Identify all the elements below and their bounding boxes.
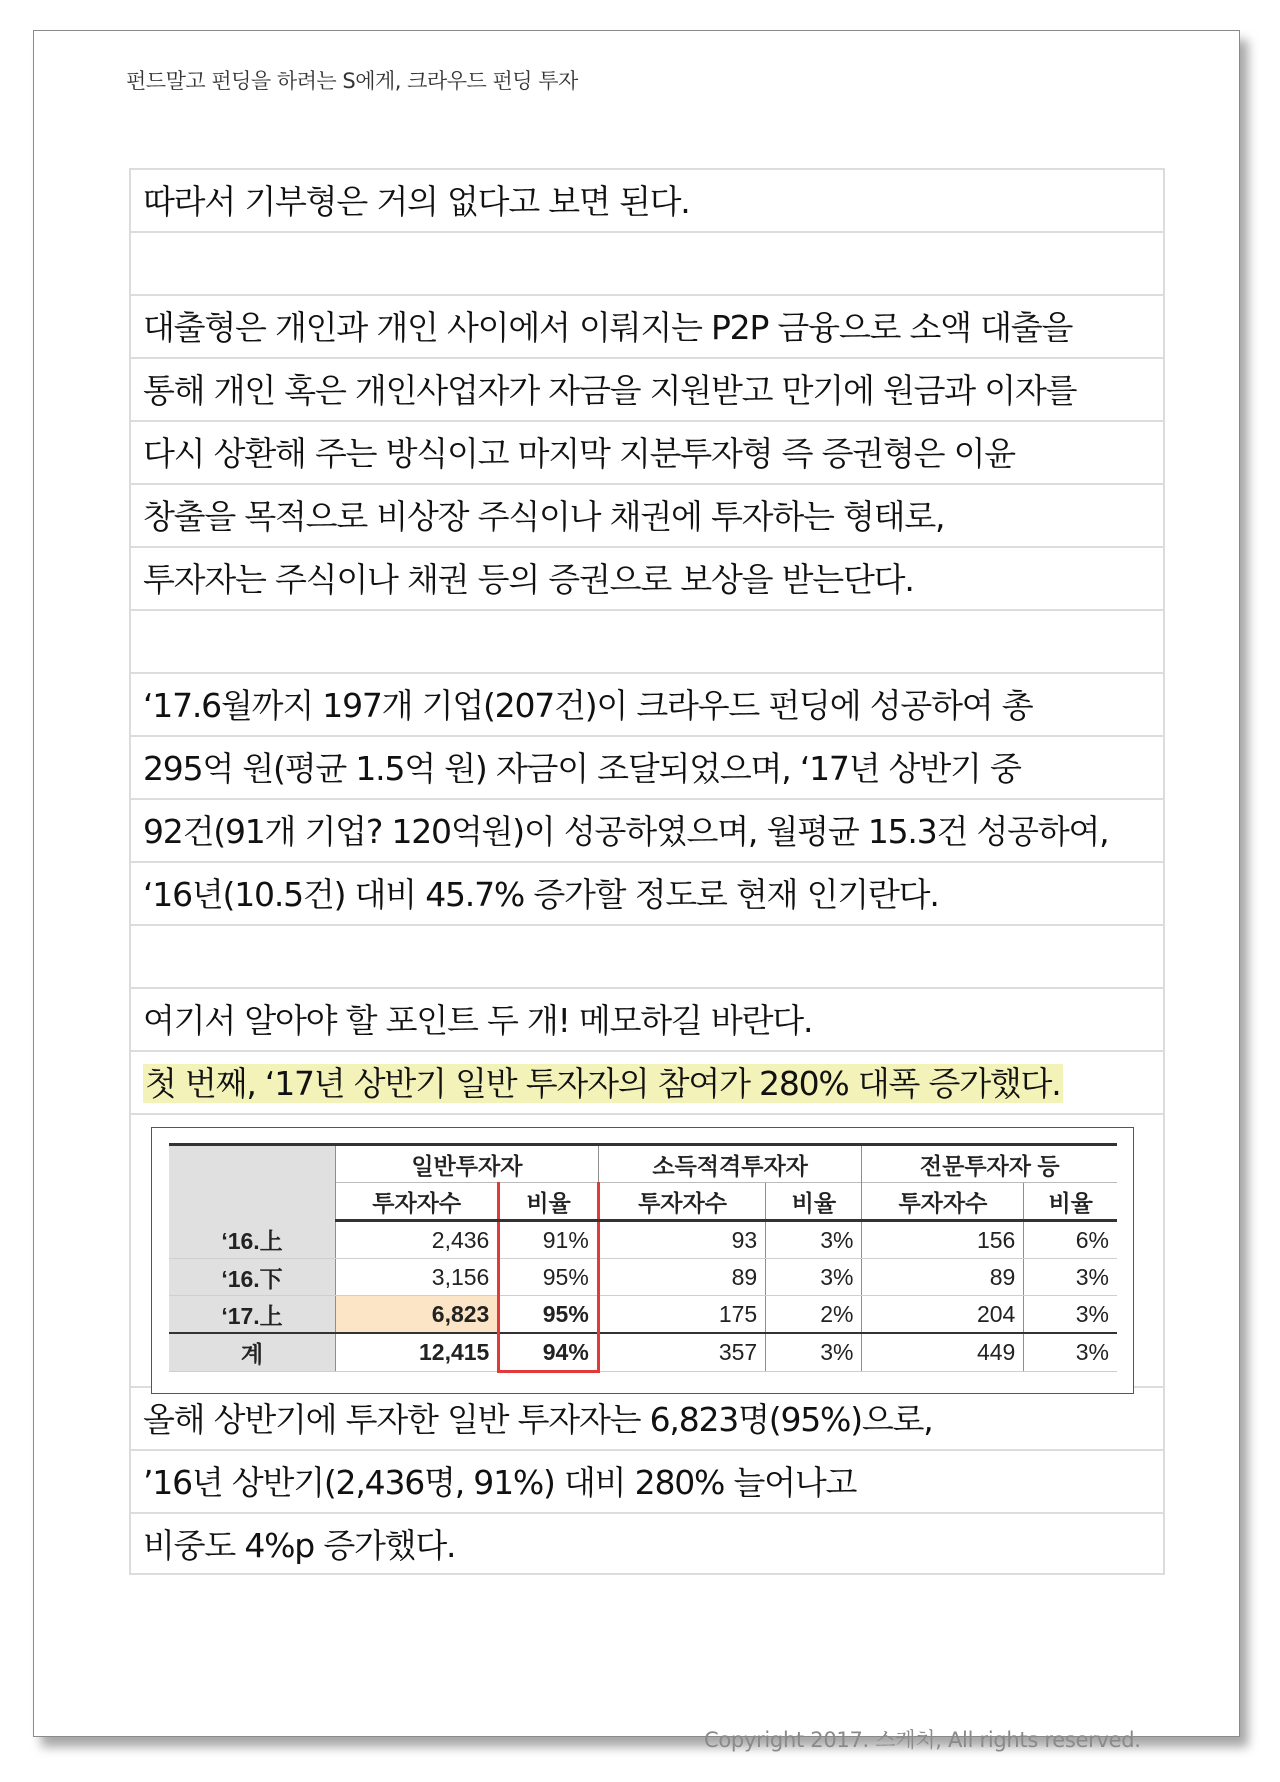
cell: 2,436 (336, 1221, 499, 1259)
cell: 3% (1024, 1296, 1117, 1334)
corner-cell (169, 1145, 336, 1221)
row-label: 계 (169, 1333, 336, 1372)
text-line: 대출형은 개인과 개인 사이에서 이뤄지는 P2P 금융으로 소액 대출을 (131, 294, 1163, 357)
cell: 94% (499, 1333, 598, 1372)
text-line (131, 231, 1163, 294)
investor-table (169, 1143, 1117, 1373)
cell: 3,156 (336, 1259, 499, 1296)
lined-notebook (129, 168, 1165, 1575)
sub-header: 투자자수 (598, 1183, 765, 1221)
group-header: 일반투자자 (336, 1145, 599, 1183)
cell: 3% (1024, 1259, 1117, 1296)
sub-header: 비율 (499, 1183, 598, 1221)
cell: 12,415 (336, 1333, 499, 1372)
cell: 449 (862, 1333, 1024, 1372)
text-line: 투자자는 주식이나 채권 등의 증권으로 보상을 받는단다. (131, 546, 1163, 609)
row-label: ‘16.下 (169, 1259, 336, 1296)
highlighted-line (131, 1050, 1163, 1113)
row-label: ‘16.上 (169, 1221, 336, 1259)
text-line: ’16년 상반기(2,436명, 91%) 대비 280% 늘어나고 (131, 1449, 1163, 1512)
document-page (33, 30, 1240, 1752)
highlighted-text: 첫 번째, ‘17년 상반기 일반 투자자의 참여가 280% 대폭 증가했다. (145, 1064, 1061, 1103)
cell: 3% (1024, 1333, 1117, 1372)
copyright-footer: Copyright 2017. 스케치, All rights reserved. (704, 1728, 1141, 1752)
table-row (169, 1333, 1117, 1372)
sub-header: 투자자수 (336, 1183, 499, 1221)
group-header: 소득적격투자자 (598, 1145, 862, 1183)
page-header: 펀드말고 펀딩을 하려는 S에게, 크라우드 펀딩 투자 (126, 69, 578, 93)
table-row (169, 1296, 1117, 1334)
cell: 357 (598, 1333, 765, 1372)
cell: 6% (1024, 1221, 1117, 1259)
cell: 6,823 (336, 1296, 499, 1334)
cell: 204 (862, 1296, 1024, 1334)
text-line: 올해 상반기에 투자한 일반 투자자는 6,823명(95%)으로, (131, 1386, 1163, 1449)
text-line: 비중도 4%p 증가했다. (131, 1512, 1163, 1575)
cell: 95% (499, 1296, 598, 1334)
text-line: ‘17.6월까지 197개 기업(207건)이 크라우드 펀딩에 성공하여 총 (131, 672, 1163, 735)
cell: 2% (766, 1296, 862, 1334)
text-line: ‘16년(10.5건) 대비 45.7% 증가할 정도로 현재 인기란다. (131, 861, 1163, 924)
cell: 89 (862, 1259, 1024, 1296)
text-line (131, 924, 1163, 987)
text-line: 여기서 알아야 할 포인트 두 개! 메모하길 바란다. (131, 987, 1163, 1050)
sub-header: 투자자수 (862, 1183, 1024, 1221)
investor-table-image (151, 1127, 1134, 1394)
cell: 175 (598, 1296, 765, 1334)
cell: 156 (862, 1221, 1024, 1259)
table-row (169, 1221, 1117, 1259)
cell: 3% (766, 1221, 862, 1259)
cell: 3% (766, 1259, 862, 1296)
table-row (169, 1259, 1117, 1296)
text-line: 92건(91개 기업? 120억원)이 성공하였으며, 월평균 15.3건 성공하여, (131, 798, 1163, 861)
cell: 3% (766, 1333, 862, 1372)
sub-header: 비율 (1024, 1183, 1117, 1221)
cell: 95% (499, 1259, 598, 1296)
text-line (131, 609, 1163, 672)
text-line: 따라서 기부형은 거의 없다고 보면 된다. (131, 168, 1163, 231)
text-line: 창출을 목적으로 비상장 주식이나 채권에 투자하는 형태로, (131, 483, 1163, 546)
cell: 93 (598, 1221, 765, 1259)
cell: 91% (499, 1221, 598, 1259)
cell: 89 (598, 1259, 765, 1296)
sub-header: 비율 (766, 1183, 862, 1221)
row-label: ‘17.上 (169, 1296, 336, 1334)
text-line: 통해 개인 혹은 개인사업자가 자금을 지원받고 만기에 원금과 이자를 (131, 357, 1163, 420)
table-area (131, 1113, 1163, 1386)
group-header: 전문투자자 등 (862, 1145, 1117, 1183)
text-line: 295억 원(평균 1.5억 원) 자금이 조달되었으며, ‘17년 상반기 중 (131, 735, 1163, 798)
text-line: 다시 상환해 주는 방식이고 마지막 지분투자형 즉 증권형은 이윤 (131, 420, 1163, 483)
